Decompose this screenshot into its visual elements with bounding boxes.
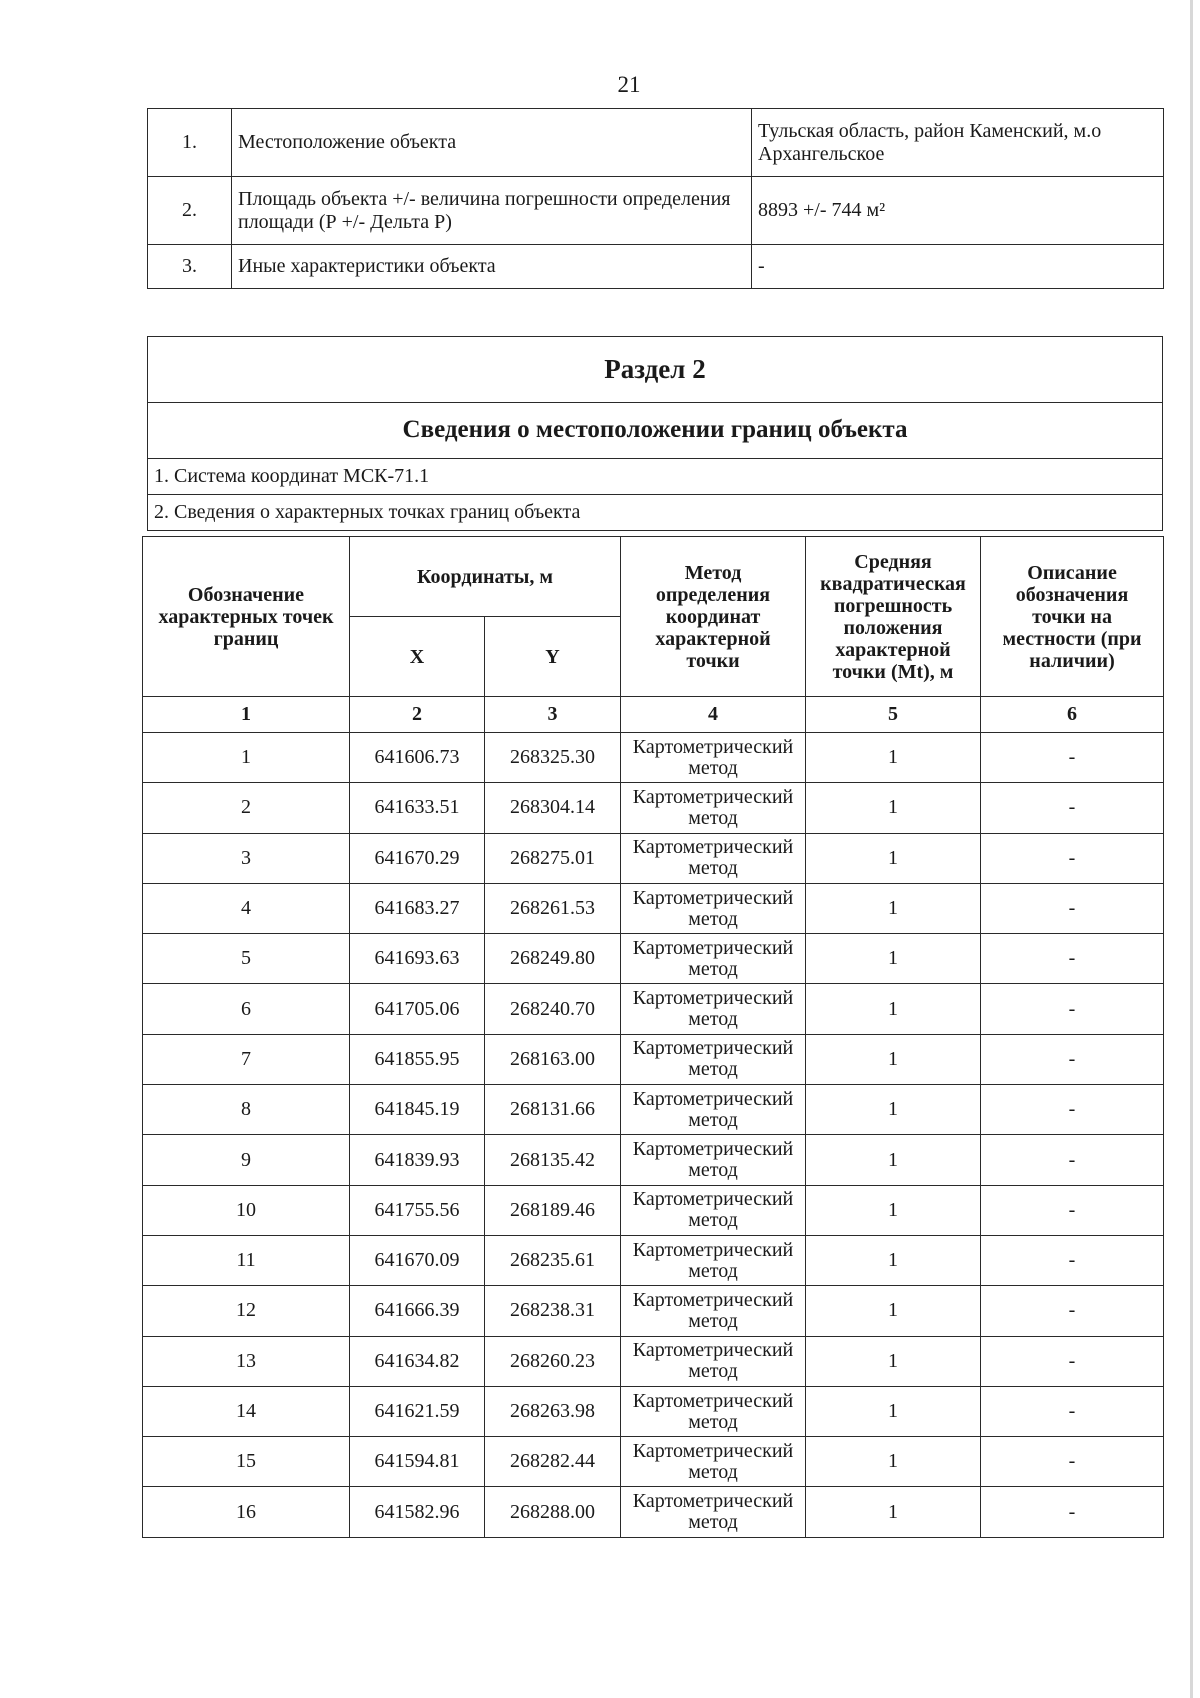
point-number: 9 [143,1135,350,1185]
coordinate-x: 641705.06 [350,984,485,1034]
coordinate-x: 641855.95 [350,1034,485,1084]
method: Картометрический метод [621,1085,806,1135]
page-number: 21 [617,72,641,97]
column-number: 2 [350,697,485,733]
coordinate-x: 641606.73 [350,733,485,783]
point-number: 14 [143,1386,350,1436]
coordinate-y: 268249.80 [485,934,621,984]
coordinate-y: 268235.61 [485,1235,621,1285]
page-edge-line [1190,0,1193,1698]
coordinate-y: 268163.00 [485,1034,621,1084]
boundary-points-table [142,536,1164,1538]
table-row [143,1135,1164,1185]
header-y: Y [485,617,621,697]
table-row [143,1235,1164,1285]
table-row [143,883,1164,933]
coordinate-system: 1. Система координат МСК-71.1 [148,459,1163,495]
point-number: 8 [143,1085,350,1135]
method: Картометрический метод [621,1286,806,1336]
method: Картометрический метод [621,1336,806,1386]
column-number: 4 [621,697,806,733]
row-number: 3. [148,245,232,289]
method: Картометрический метод [621,833,806,883]
header-description: Описание обозначения точки на местности (при наличии) [981,537,1164,697]
method: Картометрический метод [621,1487,806,1537]
mean-square-error: 1 [806,934,981,984]
point-number: 4 [143,883,350,933]
coordinate-x: 641594.81 [350,1437,485,1487]
point-number: 13 [143,1336,350,1386]
point-number: 6 [143,984,350,1034]
coordinate-x: 641683.27 [350,883,485,933]
point-number: 5 [143,934,350,984]
row-value: 8893 +/- 744 м² [752,177,1164,245]
method: Картометрический метод [621,883,806,933]
method: Картометрический метод [621,934,806,984]
coordinate-y: 268325.30 [485,733,621,783]
coordinate-y: 268288.00 [485,1487,621,1537]
point-description: - [981,1235,1164,1285]
point-number: 11 [143,1235,350,1285]
object-info-row [148,177,1164,245]
method: Картометрический метод [621,984,806,1034]
method: Картометрический метод [621,733,806,783]
header-x: X [350,617,485,697]
coordinate-x: 641755.56 [350,1185,485,1235]
mean-square-error: 1 [806,783,981,833]
mean-square-error: 1 [806,1235,981,1285]
table-row [143,1185,1164,1235]
method: Картометрический метод [621,1034,806,1084]
point-number: 7 [143,1034,350,1084]
row-label: Площадь объекта +/- величина погрешности определения площади (Р +/- Дельта Р) [232,177,752,245]
method: Картометрический метод [621,1185,806,1235]
point-number: 16 [143,1487,350,1537]
point-description: - [981,1437,1164,1487]
column-number-row [143,697,1164,733]
row-label: Иные характеристики объекта [232,245,752,289]
column-number: 3 [485,697,621,733]
point-description: - [981,783,1164,833]
method: Картометрический метод [621,783,806,833]
point-description: - [981,1487,1164,1537]
table-row [143,733,1164,783]
mean-square-error: 1 [806,733,981,783]
mean-square-error: 1 [806,1085,981,1135]
point-description: - [981,934,1164,984]
header-error: Средняя квадратическая погрешность положения характерной точки (Mt), м [806,537,981,697]
coordinate-x: 641666.39 [350,1286,485,1336]
coordinate-y: 268135.42 [485,1135,621,1185]
coordinate-x: 641621.59 [350,1386,485,1436]
mean-square-error: 1 [806,883,981,933]
point-description: - [981,1386,1164,1436]
point-description: - [981,1085,1164,1135]
coordinate-x: 641693.63 [350,934,485,984]
row-number: 1. [148,109,232,177]
point-description: - [981,1336,1164,1386]
mean-square-error: 1 [806,1386,981,1436]
mean-square-error: 1 [806,1336,981,1386]
point-number: 10 [143,1185,350,1235]
table-row [143,1336,1164,1386]
coordinate-y: 268282.44 [485,1437,621,1487]
point-description: - [981,833,1164,883]
mean-square-error: 1 [806,833,981,883]
header-method: Метод определения координат характерной точки [621,537,806,697]
table-row [143,783,1164,833]
section-title: Раздел 2 [148,337,1163,403]
table-row [143,1386,1164,1436]
point-description: - [981,1185,1164,1235]
table-row [143,833,1164,883]
coordinate-x: 641633.51 [350,783,485,833]
table-row [143,1487,1164,1537]
point-number: 15 [143,1437,350,1487]
coordinate-x: 641582.96 [350,1487,485,1537]
table-row [143,984,1164,1034]
mean-square-error: 1 [806,1135,981,1185]
header-designation: Обозначение характерных точек границ [143,537,350,697]
point-description: - [981,984,1164,1034]
point-number: 2 [143,783,350,833]
coordinate-y: 268131.66 [485,1085,621,1135]
row-value: - [752,245,1164,289]
coordinate-x: 641634.82 [350,1336,485,1386]
mean-square-error: 1 [806,1185,981,1235]
object-info-row [148,109,1164,177]
point-description: - [981,1135,1164,1185]
coordinate-y: 268261.53 [485,883,621,933]
column-number: 1 [143,697,350,733]
table-row [143,934,1164,984]
coordinate-y: 268304.14 [485,783,621,833]
mean-square-error: 1 [806,1437,981,1487]
coordinate-y: 268260.23 [485,1336,621,1386]
point-description: - [981,1286,1164,1336]
object-info-table [147,108,1164,289]
point-description: - [981,1034,1164,1084]
mean-square-error: 1 [806,984,981,1034]
method: Картометрический метод [621,1235,806,1285]
table-row [143,1437,1164,1487]
header-coordinates: Координаты, м [350,537,621,617]
coordinate-y: 268238.31 [485,1286,621,1336]
method: Картометрический метод [621,1437,806,1487]
coordinate-y: 268263.98 [485,1386,621,1436]
mean-square-error: 1 [806,1034,981,1084]
row-number: 2. [148,177,232,245]
method: Картометрический метод [621,1386,806,1436]
section-subtitle: Сведения о местоположении границ объекта [148,403,1163,459]
point-description: - [981,883,1164,933]
coordinate-y: 268240.70 [485,984,621,1034]
column-number: 5 [806,697,981,733]
point-number: 1 [143,733,350,783]
points-caption: 2. Сведения о характерных точках границ объекта [148,495,1163,531]
column-number: 6 [981,697,1164,733]
coordinate-x: 641670.09 [350,1235,485,1285]
point-description: - [981,733,1164,783]
coordinate-y: 268189.46 [485,1185,621,1235]
row-label: Местоположение объекта [232,109,752,177]
coordinate-x: 641839.93 [350,1135,485,1185]
coordinate-x: 641845.19 [350,1085,485,1135]
mean-square-error: 1 [806,1286,981,1336]
mean-square-error: 1 [806,1487,981,1537]
row-value: Тульская область, район Каменский, м.о Архангельское [752,109,1164,177]
section-header-table [147,336,1163,531]
table-row [143,1286,1164,1336]
table-row [143,1034,1164,1084]
object-info-row [148,245,1164,289]
table-row [143,1085,1164,1135]
method: Картометрический метод [621,1135,806,1185]
point-number: 12 [143,1286,350,1336]
coordinate-x: 641670.29 [350,833,485,883]
point-number: 3 [143,833,350,883]
coordinate-y: 268275.01 [485,833,621,883]
